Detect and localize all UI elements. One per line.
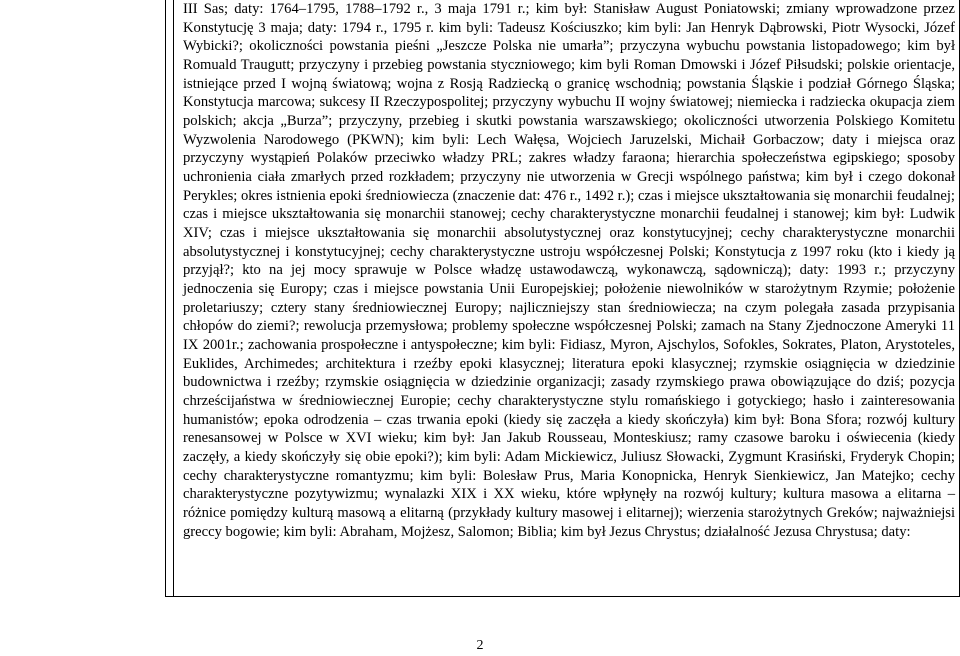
table-cell-text xyxy=(174,0,960,597)
table-row xyxy=(166,0,960,597)
content-table xyxy=(165,0,960,597)
table-cell-empty xyxy=(166,0,174,597)
page-number: 2 xyxy=(476,638,484,653)
body-paragraph: III Sas; daty: 1764–1795, 1788–1792 r., 3 maja 1791 r.; kim był: Stanisław August Poniatowski; zmiany wprowadzone przez Konstytucję 3 maja; daty: 1794 r., 1795 r. kim byli: Tadeusz Kościuszko; kim byli: Jan Henryk Dąbrowski, Piotr Wysocki, Józef Wybicki?; okoliczności powstania pieśni „Jeszcze Polska nie umarła”; przyczyna wybuchu powstania listopadowego; kim był Romuald Traugutt; przyczyny i przebieg powstania styczniowego; kim byli Roman Dmowski i Józef Piłsudski; polskie orientacje, istniejące przed I wojną światową; wojna z Rosją Radziecką o granicę wschodnią; powstania Śląskie i podział Górnego Śląska; Konstytucja marcowa; sukcesy II Rzeczypospolitej; przyczyny wybuchu II wojny światowej; niemiecka i radziecka okupacja ziem polskich; akcja „Burza”; przyczyny, przebieg i skutki powstania warszawskiego; okoliczności utworzenia Polskiego Komitetu Wyzwolenia Narodowego (PKWN); kim byli: Lech Wałęsa, Wojciech Jaruzelski, Michaił Gorbaczow; daty i miejsca oraz przyczyny wystąpień Polaków przeciwko władzy PRL; zakres władzy faraona; hierarchia społeczeństwa egipskiego; sposoby uchronienia ciała zmarłych przed rozkładem; przyczyny nie utworzenia w Grecji wspólnego państwa; kim był i czego dokonał Perykles; okres istnienia epoki średniowiecza (znaczenie dat: 476 r., 1492 r.); czas i miejsce ukształtowania się monarchii feudalnej; czas i miejsce ukształtowania się monarchii stanowej; cechy charakterystyczne monarchii feudalnej i stanowej; kim był: Ludwik XIV; czas i miejsce ukształtowania się monarchii absolutystycznej oraz konstytucyjnej; cechy charakterystyczne monarchii absolutystycznej i konstytucyjnej; cechy charakterystyczne ustroju współczesnej Polski; Konstytucja z 1997 roku (kto i kiedy ją przyjął?; kto na jej mocy sprawuje w Polsce władzę ustawodawczą, wykonawczą, sądowniczą); daty: 1993 r.; przyczyny jednoczenia się Europy; czas i miejsce powstania Unii Europejskiej; położenie niewolników w starożytnym Rzymie; położenie proletariuszy; cztery stany średniowiecznej Europy; najliczniejszy stan średniowiecza; na czym polegała zasada przypisania chłopów do ziemi?; rewolucja przemysłowa; problemy społeczne współczesnej Polski; zamach na Stany Zjednoczone Ameryki 11 IX 2001r.; zachowania prospołeczne i antyspołeczne; kim byli: Fidiasz, Myron, Ajschylos, Sofokles, Sokrates, Platon, Arystoteles, Euklides, Archimedes; architektura i rzeźby epoki klasycznej; literatura epoki klasycznej; rzymskie osiągnięcia w dziedzinie budownictwa i rzeźby; rzymskie osiągnięcia w dziedzinie organizacji; zasady rzymskiego prawa obowiązujące do dziś; pozycja chrześcijaństwa w średniowiecznej Europie; cechy charakterystyczne stylu romańskiego i gotyckiego; hasło i zainteresowania humanistów; epoka odrodzenia – czas trwania epoki (kiedy się zaczęła a kiedy skończyła) kim był: Bona Sfora; rozwój kultury renesansowej w Polsce w XVI wieku; kim był: Jan Jakub Rousseau, Monteskiusz; ramy czasowe baroku i oświecenia (kiedy zaczęły, a kiedy skończyły się obie epoki?); kim byli: Adam Mickiewicz, Juliusz Słowacki, Zygmunt Krasiński, Fryderyk Chopin; cechy charakterystyczne romantyzmu; kim byli: Bolesław Prus, Maria Konopnicka, Henryk Sienkiewicz, Jan Matejko; cechy charakterystyczne pozytywizmu; wynalazki XIX i XX wieku, które wpłynęły na rozwój kultury; kultura masowa a elitarna – różnice pomiędzy kulturą masową a elitarną (przykłady kultury masowej i elitarnej); wierzenia starożytnych Greków; najważniejsi greccy bogowie; kim byli: Abraham, Mojżesz, Salomon; Biblia; kim był Jezus Chrystus; działalność Jezusa Chrystusa; daty: xyxy=(183,1,955,540)
